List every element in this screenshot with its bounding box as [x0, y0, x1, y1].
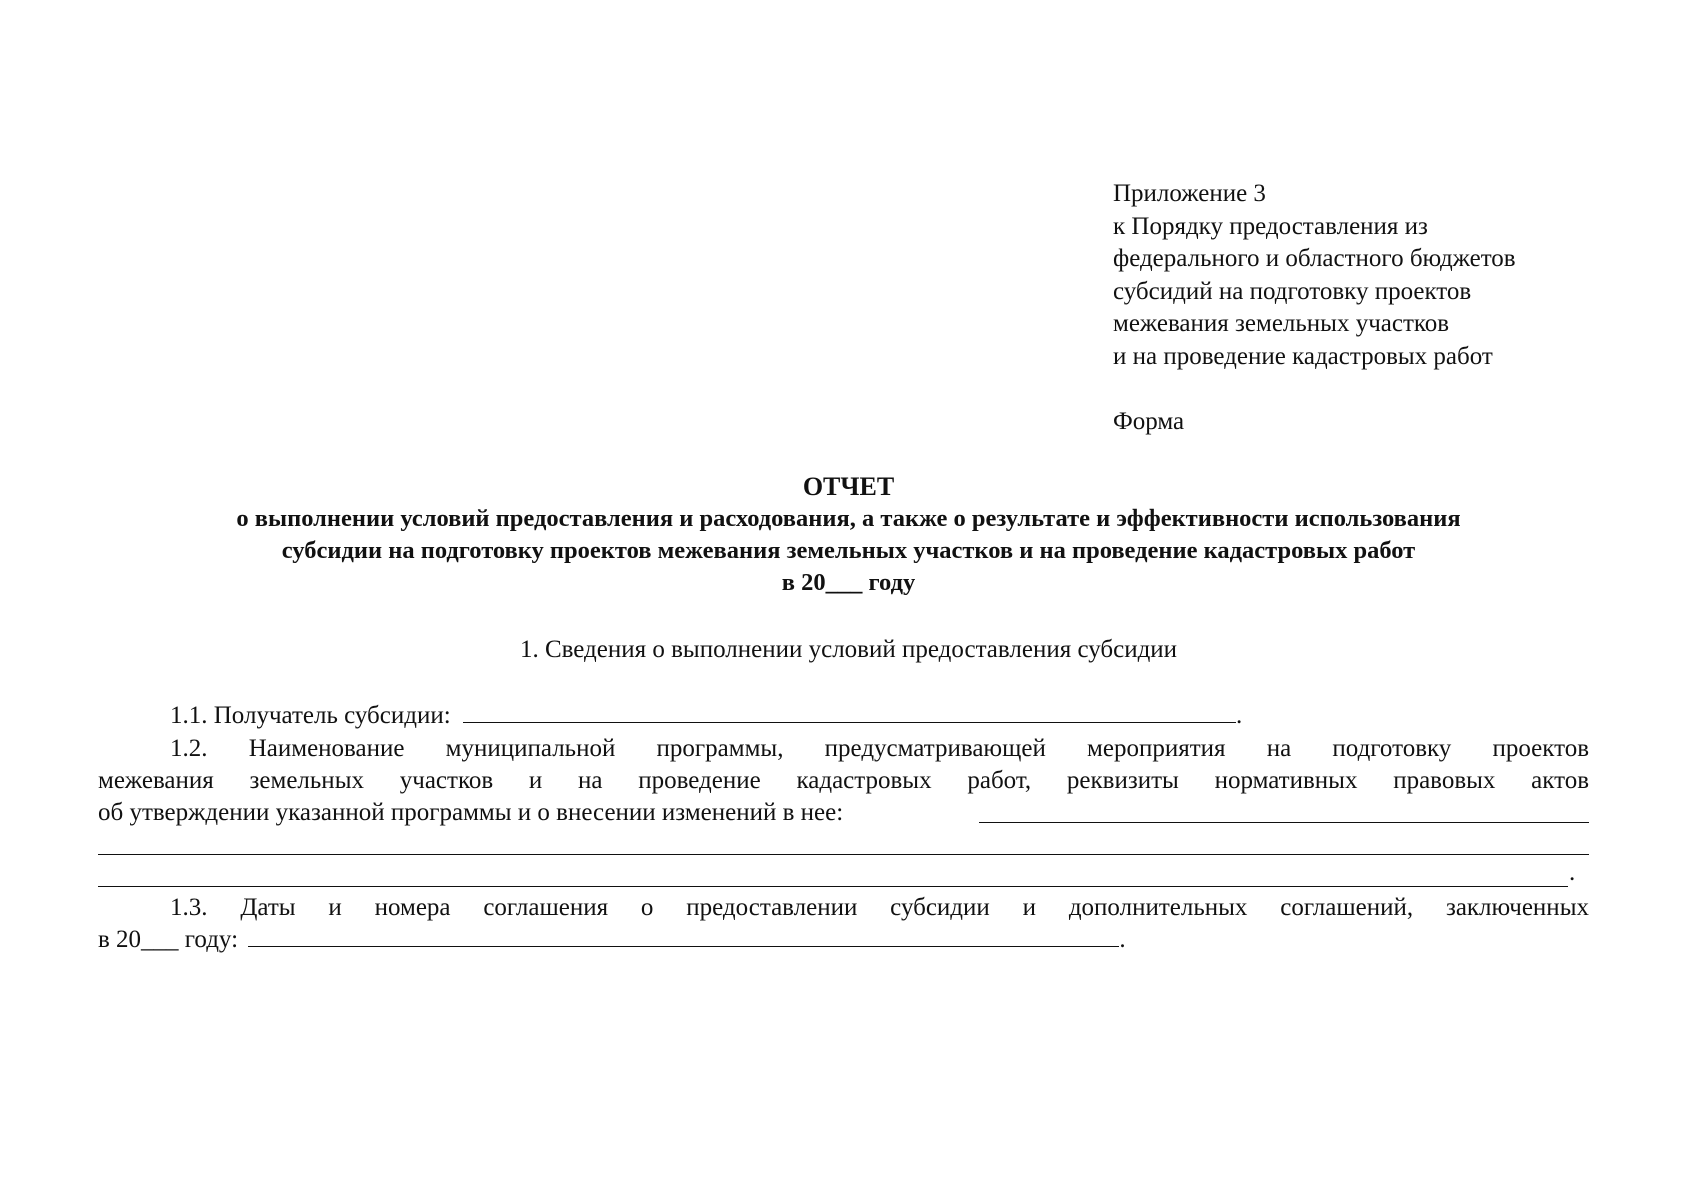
program-field-continuation[interactable] — [98, 829, 1589, 861]
item-1-1 — [98, 700, 1589, 732]
item-1-2-line: 1.2. Наименование муниципальной программы, предусматривающей мероприятия на подготовку проектов — [170, 735, 1589, 762]
item-1-2-line3: об утверждении указанной программы и о внесении изменений в нее: — [98, 799, 844, 826]
item-1-3-line2: в 20___ году: — [98, 926, 239, 953]
agreements-field[interactable] — [248, 924, 1119, 947]
report-title: ОТЧЕТ — [802, 472, 895, 501]
program-field[interactable] — [979, 800, 1589, 823]
item-1-3-line — [98, 924, 1589, 956]
item-1-3 — [98, 892, 1589, 956]
appendix-header — [1113, 178, 1633, 373]
item-1-2-end: . — [1569, 859, 1576, 886]
section-heading: 1. Сведения о выполнении условий предоставления субсидии — [519, 636, 1178, 663]
item-1-3-end: . — [1119, 926, 1126, 953]
item-1-1-label: 1.1. Получатель субсидии: — [170, 702, 451, 729]
appendix-line: федерального и областного бюджетов — [1113, 245, 1516, 272]
item-1-2-line: межевания земельных участков и на проведение кадастровых работ, реквизиты нормативных правовых актов — [98, 767, 1589, 794]
item-1-2 — [98, 733, 1589, 893]
appendix-line: межевания земельных участков — [1113, 310, 1450, 337]
report-subtitle-line: о выполнении условий предоставления и расходования, а также о результате и эффективности использования — [236, 505, 1461, 532]
recipient-field[interactable] — [463, 700, 1236, 723]
report-subtitle-line: субсидии на подготовку проектов межевания земельных участков и на проведение кадастровых работ — [281, 537, 1416, 564]
report-year-line: в 20___ году — [781, 569, 916, 596]
form-label: Форма — [1113, 408, 1185, 435]
appendix-line: субсидий на подготовку проектов — [1113, 277, 1472, 305]
appendix-line: и на проведение кадастровых работ — [1113, 342, 1493, 370]
appendix-line: Приложение 3 — [1113, 180, 1266, 207]
item-1-1-line — [98, 700, 1589, 732]
program-field-continuation[interactable] — [98, 861, 1589, 893]
appendix-line: к Порядку предоставления из — [1113, 212, 1428, 240]
report-title-block — [60, 471, 1637, 599]
item-1-1-end: . — [1235, 702, 1243, 729]
item-1-3-line: 1.3. Даты и номера соглашения о предоставлении субсидии и дополнительных соглашений, заключенных — [170, 894, 1589, 921]
item-1-2-line — [98, 797, 1589, 829]
